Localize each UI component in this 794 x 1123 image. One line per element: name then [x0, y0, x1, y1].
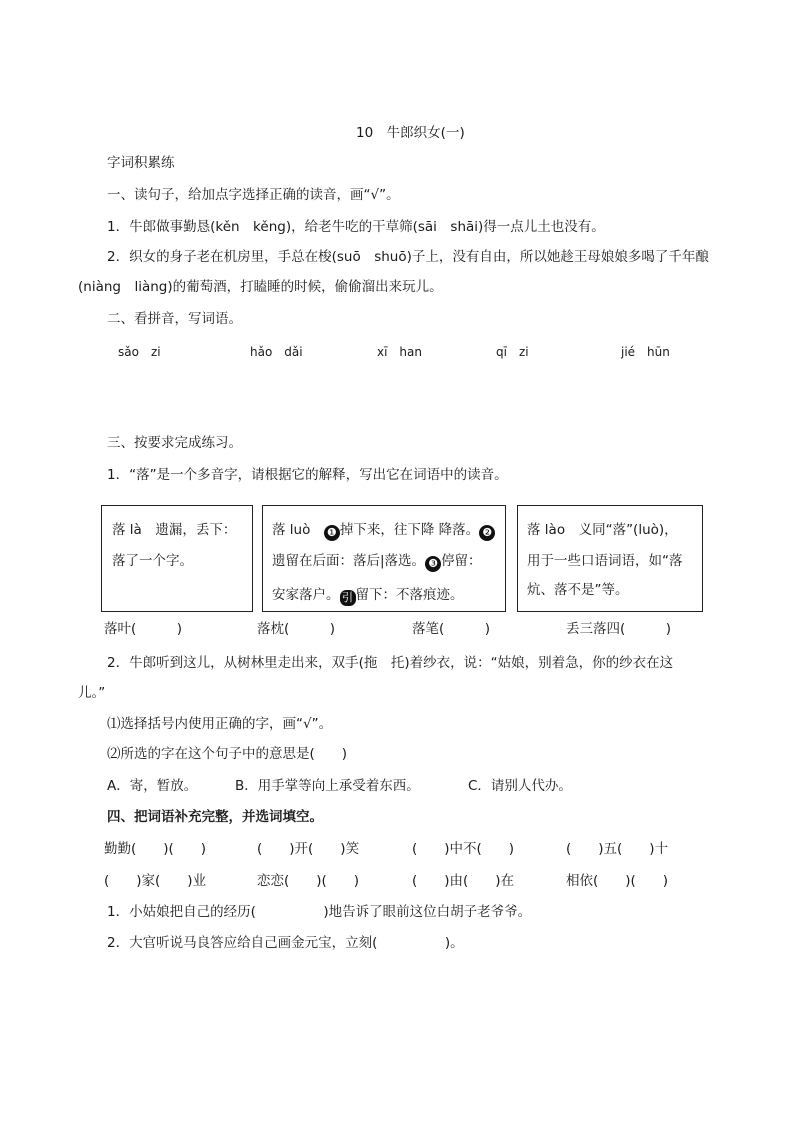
idiom-8[interactable]: 相依( )( )	[566, 873, 669, 889]
q3-sub2-line1: 2．牛郎听到这儿，从树林里走出来，双手(拖 托)着纱衣，说：“姑娘，别着急，你的纱衣在这	[107, 655, 674, 671]
box1-line1: 落 là 遗漏，丢下：	[112, 522, 237, 538]
q3-sub1: 1．“落”是一个多音字，请根据它的解释，写出它在词语中的读音。	[107, 467, 508, 483]
pinyin-3: xī han	[377, 345, 423, 359]
definition-box-lao	[517, 505, 703, 612]
q3-sub2-b: ⑵所选的字在这个句子中的意思是( )	[107, 746, 348, 762]
idiom-1[interactable]: 勤勤( )( )	[104, 841, 207, 857]
option-c[interactable]: C．请别人代办。	[468, 778, 572, 794]
pinyin-4: qī zi	[496, 345, 529, 359]
box2-line2	[272, 549, 482, 572]
option-a[interactable]: A．寄，暂放。	[107, 778, 198, 794]
pinyin-5: jié hūn	[621, 345, 670, 359]
box2-l3a: 安家落户。	[272, 587, 340, 603]
idiom-6[interactable]: 恋恋( )( )	[257, 873, 360, 889]
number-2-icon: ❷	[479, 525, 495, 541]
box3-line1: 落 lào 义同“落”(luò)，	[527, 522, 678, 538]
q3-sub2-line2: 儿。”	[78, 685, 106, 701]
word-luozhen[interactable]: 落枕( )	[257, 621, 336, 637]
box2-l3b: 留下：不落痕迹。	[355, 587, 464, 603]
idiom-2[interactable]: ( )开( )笑	[257, 841, 360, 857]
word-diusanluosi[interactable]: 丢三落四( )	[566, 621, 672, 637]
box2-line1	[272, 518, 495, 541]
idiom-7[interactable]: ( )由( )在	[412, 873, 515, 889]
option-b[interactable]: B．用手掌等向上承受着东西。	[235, 778, 420, 794]
box2-l1a: 落 luò	[272, 522, 324, 538]
q2-heading: 二、看拼音，写词语。	[107, 311, 242, 327]
idiom-4[interactable]: ( )五( )十	[566, 841, 669, 857]
fill-sentence-2[interactable]: 2．大官听说马良答应给自己画金元宝，立刻( )。	[107, 935, 464, 951]
pinyin-2: hǎo dǎi	[250, 345, 303, 359]
q3-heading: 三、按要求完成练习。	[107, 435, 242, 451]
q4-heading: 四、把词语补充完整，并选词填空。	[107, 809, 323, 825]
word-luobi[interactable]: 落笔( )	[412, 621, 491, 637]
box3-line2: 用于一些口语词语，如“落	[527, 553, 683, 569]
yin-marker-icon: 引	[340, 590, 356, 606]
box1-line2: 落了一个字。	[112, 553, 193, 569]
box2-l1b: 掉下来，往下降 降落。	[339, 522, 480, 538]
number-3-icon: ❸	[425, 556, 441, 572]
number-1-icon: ❶	[324, 525, 340, 541]
idiom-3[interactable]: ( )中不( )	[412, 841, 515, 857]
q1-line2: 2．织女的身子老在机房里，手总在梭(suō shuō)子上，没有自由，所以她趁王母娘娘多喝了千年酿	[107, 249, 709, 265]
box2-l2b: 停留：	[441, 553, 482, 569]
definition-box-la	[101, 505, 253, 612]
q1-heading: 一、读句子，给加点字选择正确的读音，画“√”。	[107, 187, 400, 203]
section-label: 字词积累练	[107, 155, 175, 171]
box3-line3: 炕、落不是”等。	[527, 582, 629, 598]
word-luoye[interactable]: 落叶( )	[104, 621, 183, 637]
q1-line3: (niàng liàng)的葡萄酒，打瞌睡的时候，偷偷溜出来玩儿。	[78, 279, 443, 295]
definition-box-luo	[262, 505, 506, 612]
box2-l2a: 遗留在后面：落后|落选。	[272, 553, 426, 569]
pinyin-1: sǎo zi	[118, 345, 161, 359]
page-title: 10 牛郎织女(一)	[356, 125, 465, 141]
box2-line3	[272, 583, 464, 606]
q3-sub2-a: ⑴选择括号内使用正确的字，画“√”。	[107, 716, 333, 732]
fill-sentence-1[interactable]: 1．小姑娘把自己的经历( )地告诉了眼前这位白胡子老爷爷。	[107, 904, 532, 920]
idiom-5[interactable]: ( )家( )业	[104, 873, 207, 889]
q1-line1: 1．牛郎做事勤恳(kěn kěng)，给老牛吃的干草筛(sāi shāi)得一点儿土也没有。	[107, 219, 605, 235]
